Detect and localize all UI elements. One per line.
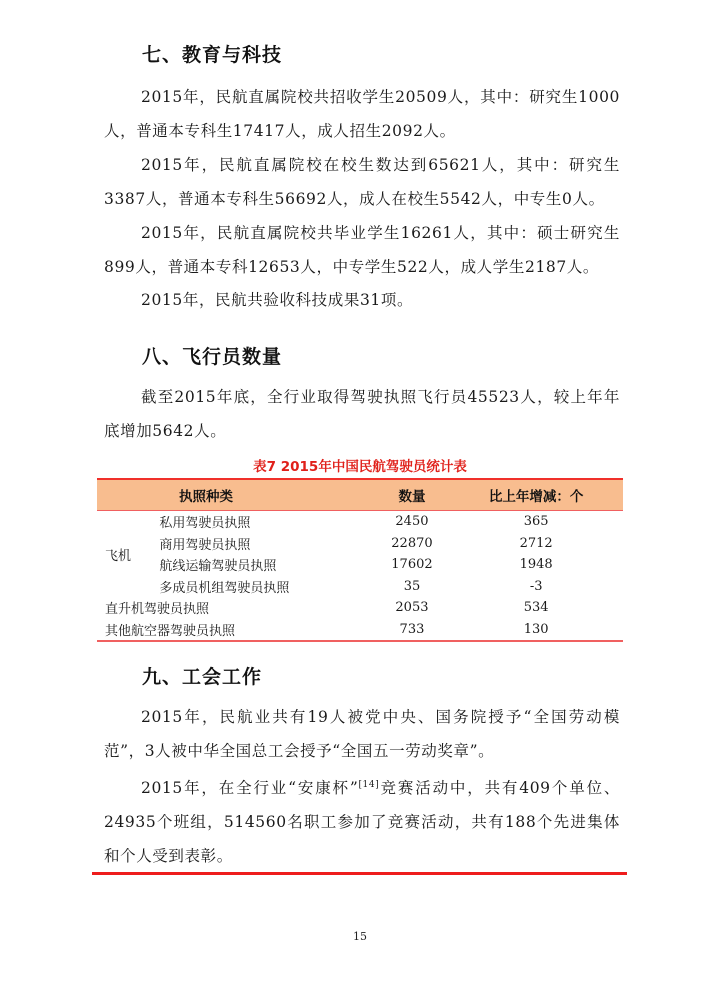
paragraph-students: 2015年，民航直属院校在校生数达到65621人，其中：研究生3387人，普通本专科生56692人，成人在校生5542人，中专生0人。 [104,156,620,208]
row-change: 2712 [519,535,553,551]
row-name: 直升机驾驶员执照 [105,602,210,618]
row-change: 365 [523,514,549,530]
paragraph-ankang-cup-start: 2015年，在全行业“安康杯” [141,779,359,797]
row-count: 2053 [395,600,429,616]
row-name: 商用驾驶员执照 [159,537,251,553]
table-row [97,597,623,619]
group-label-airplane: 飞机 [105,548,132,564]
row-count: 733 [369,619,456,642]
section-heading-education: 七、教育与科技 [142,44,283,66]
table-row [97,576,623,598]
paragraph-graduates: 2015年，民航直属院校共毕业学生16261人，其中：硕士研究生899人，普通本专科12653人，中专学生522人，成人学生2187人。 [104,224,620,276]
row-name: 私用驾驶员执照 [159,516,251,532]
section-heading-pilots: 八、飞行员数量 [142,346,283,368]
table-row [97,554,623,576]
row-name: 航线运输驾驶员执照 [159,559,277,575]
table-row [97,619,623,642]
section-heading-union: 九、工会工作 [142,666,263,688]
row-count: 17602 [391,557,433,573]
row-change: 534 [523,600,549,616]
footnote-ref[interactable]: [14] [358,780,380,790]
row-change: 130 [455,619,623,642]
paragraph-enrollment: 2015年，民航直属院校共招收学生20509人，其中：研究生1000人，普通本专科生17417人，成人招生2092人。 [104,88,620,140]
table-row [97,511,623,533]
footer-rule [92,872,627,875]
row-name: 其他航空器驾驶员执照 [97,619,369,642]
row-count: 35 [403,578,421,594]
table-header-row [97,479,623,511]
paragraph-ankang-cup [104,768,620,873]
paragraph-research: 2015年，民航共验收科技成果31项。 [141,291,414,309]
paragraph-labor-models: 2015年，民航业共有19人被党中央、国务院授予“全国劳动模范”，3人被中华全国总工会授予“全国五一劳动奖章”。 [104,708,620,760]
header-change: 比上年增减：个 [455,479,623,511]
table-caption: 表7 2015年中国民航驾驶员统计表 [253,459,467,475]
row-name: 多成员机组驾驶员执照 [159,580,290,596]
paragraph-pilot-count: 截至2015年底，全行业取得驾驶执照飞行员45523人，较上年年底增加5642人。 [104,388,620,440]
row-change: -3 [529,578,543,594]
row-count: 22870 [391,535,433,551]
header-license-type: 执照种类 [97,479,369,511]
pilot-statistics-table [97,478,623,642]
row-change: 1948 [519,557,553,573]
page-number: 15 [353,930,367,943]
row-count: 2450 [395,514,429,530]
table-row [97,533,623,555]
header-count: 数量 [369,479,456,511]
paragraph-ankang-cup-rest: 竞赛活动中，共有409个单位、24935个班组，514560名职工参加了竞赛活动，共有188个先进集体和个人受到表彰。 [104,779,621,865]
